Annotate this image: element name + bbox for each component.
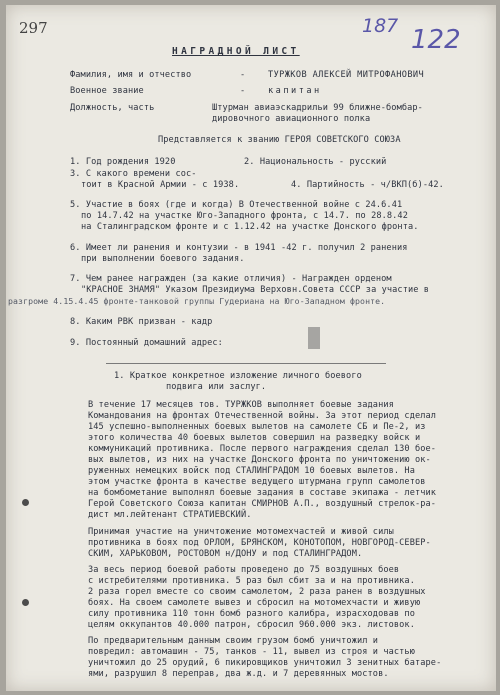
item-combat-3: на Сталинградском фронте и с 1.12.42 на участке Донского фронта. — [81, 222, 419, 232]
rank-value: капитан — [268, 86, 322, 96]
body-line: уничтожил до 25 орудий, 6 пикировщиков уничтожил 3 зенитных батаре- — [88, 658, 442, 668]
item-nationality: 2. Национальность - русский — [244, 157, 387, 167]
award-sheet-page — [6, 5, 496, 691]
body-line: За весь период боевой работы проведено до 75 воздушных боев — [88, 565, 400, 575]
handwritten-number-left: 187 — [362, 15, 399, 37]
body-line: дист мл.лейтенант СТРАТИЕВСКИЙ. — [88, 510, 252, 520]
body-line: В течение 17 месяцев тов. ТУРЖКОВ выполняет боевые задания — [88, 400, 394, 410]
body-line: целям оккупантов 40.000 патрон, сбросил 960.000 экз. листовок. — [88, 620, 415, 630]
ink-blot — [308, 327, 320, 349]
item-wounds-2: при выполнении боевого задания. — [81, 254, 245, 264]
position-line-1: Штурман авиаэскадрильи 99 ближне-бомбар- — [212, 103, 423, 113]
body-line: силу противника 110 тонн бомб разного калибра, израсходовав по — [88, 609, 415, 619]
item-awards-1: 7. Чем ранее награжден (за какие отличия) - Награжден орденом — [70, 274, 392, 284]
item-birth-year: 1. Год рождения 1920 — [70, 157, 176, 167]
document-title: НАГРАДНОЙ ЛИСТ — [172, 46, 300, 57]
body-line: Герой Советского Союза капитан СМИРНОВ А.П., воздушный стрелок-ра- — [88, 499, 437, 509]
body-line: руженных немецких войск под СТАЛИНГРАДОМ 10 боевых вылетов. На — [88, 466, 415, 476]
body-line: этого количества 40 боевых вылетов совершил на разведку войск и — [88, 433, 421, 443]
body-line: ями, разрушил 8 переправ, два ж.д. и 7 деревянных мостов. — [88, 669, 389, 679]
body-line: 2 раза горел вместе со своим самолетом, 2 раза ранен в воздушных — [88, 587, 426, 597]
item-combat-1: 5. Участие в боях (где и когда) В Отечественной войне с 24.6.41 — [70, 200, 403, 210]
item-home-address: 9. Постоянный домашний адрес: — [70, 338, 223, 348]
item-service-since-1: 3. С какого времени сос- — [70, 169, 197, 179]
body-line: Командования на фронтах Отечественной войны. За этот период сделал — [88, 411, 437, 421]
punch-hole-mark — [22, 599, 29, 606]
body-line: боях. На своем самолете вывез и сбросил на мотомехчасти и живую — [88, 598, 421, 608]
rank-label: Военное звание — [70, 86, 144, 96]
item-combat-2: по 14.7.42 на участке Юго-Западного фронта, с 14.7. по 28.8.42 — [81, 211, 408, 221]
name-value: ТУРЖКОВ АЛЕКСЕЙ МИТРОФАНОВИЧ — [268, 70, 425, 80]
body-line: на бомбометание выполнял боевые задания в составе экипажа - летчик — [88, 488, 437, 498]
handwritten-number-right: 122 — [411, 25, 461, 55]
body-line: коммуникаций противника. После первого награждения сделал 130 бое- — [88, 444, 437, 454]
item-wounds-1: 6. Имеет ли ранения и контузии - в 1941 -42 г. получил 2 ранения — [70, 243, 408, 253]
body-line: противника в боях под ОРЛОМ, БРЯНСКОМ, КОНОТОПОМ, НОВГОРОД-СЕВЕР- — [88, 538, 431, 548]
item-party: 4. Партийность - ч/ВКП(б)-42. — [291, 180, 444, 190]
body-line: с истребителями противника. 5 раз был сбит за и на противника. — [88, 576, 415, 586]
item-awards-3: разгроме 4.15.4.45 фронте-танковой группы Гудериана на Юго-Западном фронте. — [8, 296, 386, 306]
body-line: Принимая участие на уничтожение мотомехчастей и живой силы — [88, 527, 394, 537]
body-line: повредил: автомашин - 75, танков - 11, вывел из строя и частью — [88, 647, 415, 657]
section-heading-line-2: подвига или заслуг. — [166, 382, 267, 392]
archive-stamp-number: 297 — [19, 19, 48, 37]
item-service-since-2: тоит в Красной Армии - с 1938. — [81, 180, 240, 190]
nominated-for: Представляется к званию ГЕРОЯ СОВЕТСКОГО СОЮЗА — [158, 135, 401, 145]
punch-hole-mark — [22, 499, 29, 506]
position-line-2: дировочного авиационного полка — [212, 114, 371, 124]
body-line: СКИМ, ХАРЬКОВОМ, РОСТОВОМ н/ДОНУ и под СТАЛИНГРАДОМ. — [88, 549, 363, 559]
item-awards-2: "КРАСНОЕ ЗНАМЯ" Указом Президиума Верховн.Совета СССР за участие в — [81, 285, 430, 295]
section-divider — [106, 363, 386, 364]
body-line: По предварительным данным своим грузом бомб уничтожил и — [88, 636, 379, 646]
item-draft-office: 8. Каким РВК призван - кадр — [70, 317, 213, 327]
body-line: 145 успешно-выполненных боевых вылетов на самолете СБ и Пе-2, из — [88, 422, 426, 432]
citation-body — [88, 400, 441, 680]
name-dash: - — [240, 70, 246, 80]
position-label: Должность, часть — [70, 103, 155, 113]
section-heading-line-1: 1. Краткое конкретное изложение личного боевого — [114, 371, 362, 381]
body-line: этом участке фронта в качестве ведущего штурмана групп самолетов — [88, 477, 426, 487]
name-label: Фамилия, имя и отчество — [70, 70, 192, 80]
rank-dash: - — [240, 86, 246, 96]
body-line: вых вылетов, из них на участке Донского фронта по уничтожению ок- — [88, 455, 431, 465]
